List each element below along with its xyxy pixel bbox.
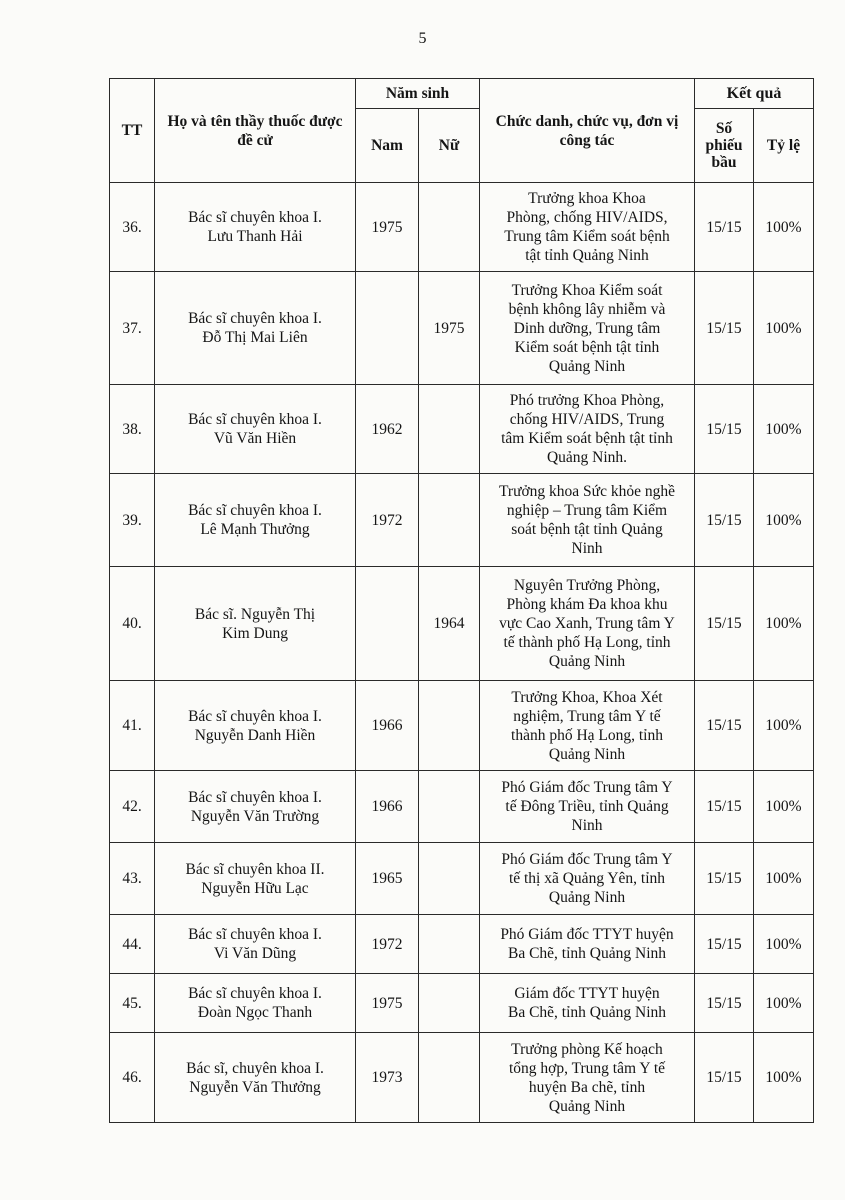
position-line: nghiệp – Trung tâm Kiểm <box>506 502 668 519</box>
vote-count: 15/15 <box>695 843 754 915</box>
nominee-name <box>155 385 356 474</box>
birth-year-female <box>419 385 480 474</box>
nominee-name <box>155 474 356 567</box>
vote-count: 15/15 <box>695 1033 754 1123</box>
position-unit <box>480 183 695 272</box>
position-line: Quảng Ninh <box>548 653 626 670</box>
position-line: Quảng Ninh. <box>546 449 628 466</box>
position-line: vực Cao Xanh, Trung tâm Y <box>499 615 675 632</box>
birth-year-female <box>419 843 480 915</box>
nominee-name <box>155 567 356 681</box>
position-line: Kiểm soát bệnh tật tỉnh <box>514 338 660 356</box>
table-row <box>110 385 814 474</box>
vote-ratio: 100% <box>754 567 814 681</box>
nominee-name <box>155 681 356 771</box>
table-row <box>110 974 814 1033</box>
vote-ratio: 100% <box>754 1033 814 1123</box>
birth-year-female <box>419 474 480 567</box>
table-row <box>110 915 814 974</box>
position-line: Phó trưởng Khoa Phòng, <box>509 392 665 409</box>
position-line: Ninh <box>571 540 603 557</box>
vote-ratio: 100% <box>754 843 814 915</box>
nominee-fullname: Nguyễn Hữu Lạc <box>201 879 309 897</box>
birth-year-female <box>419 915 480 974</box>
nominee-fullname: Đỗ Thị Mai Liên <box>202 329 308 346</box>
position-line: Ba Chẽ, tỉnh Quảng Ninh <box>508 945 666 962</box>
nominee-name <box>155 974 356 1033</box>
position-line: chống HIV/AIDS, Trung <box>509 411 665 428</box>
position-line: tật tỉnh Quảng Ninh <box>525 247 649 264</box>
vote-count: 15/15 <box>695 474 754 567</box>
vote-ratio: 100% <box>754 474 814 567</box>
position-line: Trưởng Khoa Kiểm soát <box>511 281 663 299</box>
header-birth-year: Năm sinh <box>356 79 480 109</box>
position-line: huyện Ba chẽ, tỉnh <box>528 1078 646 1096</box>
vote-ratio: 100% <box>754 385 814 474</box>
nominee-title: Bác sĩ chuyên khoa I. <box>188 707 322 725</box>
position-line: bệnh không lây nhiễm và <box>508 300 666 318</box>
table-row <box>110 567 814 681</box>
position-line: Phó Giám đốc TTYT huyện <box>500 926 674 943</box>
nominee-title: Bác sĩ chuyên khoa II. <box>185 860 325 878</box>
birth-year-male: 1975 <box>356 183 419 272</box>
table-body <box>110 183 814 1123</box>
table-row <box>110 272 814 385</box>
position-line: nghiệm, Trung tâm Y tế <box>513 707 661 725</box>
nominee-title: Bác sĩ chuyên khoa I. <box>188 411 322 428</box>
birth-year-female: 1964 <box>419 567 480 681</box>
position-unit <box>480 272 695 385</box>
table-header <box>110 79 814 183</box>
header-ratio: Tỷ lệ <box>754 109 814 183</box>
birth-year-female: 1975 <box>419 272 480 385</box>
row-number: 41. <box>110 681 155 771</box>
nominee-title: Bác sĩ chuyên khoa I. <box>188 209 322 226</box>
nominee-title: Bác sĩ chuyên khoa I. <box>188 310 322 327</box>
nominee-name <box>155 915 356 974</box>
position-line: tế thành phố Hạ Long, tỉnh <box>503 634 671 651</box>
position-line: Trưởng Khoa, Khoa Xét <box>511 688 663 706</box>
row-number: 46. <box>110 1033 155 1123</box>
nominee-fullname: Lê Mạnh Thưởng <box>200 521 310 538</box>
nominee-name <box>155 1033 356 1123</box>
birth-year-male: 1973 <box>356 1033 419 1123</box>
row-number: 44. <box>110 915 155 974</box>
position-line: tế Đông Triều, tỉnh Quảng <box>505 798 669 815</box>
position-line: Phòng, chống HIV/AIDS, <box>506 209 668 226</box>
position-line: Phó Giám đốc Trung tâm Y <box>501 779 673 796</box>
birth-year-female <box>419 771 480 843</box>
header-votes: Số phiếu bầu <box>695 109 754 183</box>
row-number: 36. <box>110 183 155 272</box>
position-unit <box>480 843 695 915</box>
position-line: Giám đốc TTYT huyện <box>514 985 660 1002</box>
birth-year-male: 1975 <box>356 974 419 1033</box>
table-row <box>110 183 814 272</box>
position-unit <box>480 1033 695 1123</box>
birth-year-male: 1962 <box>356 385 419 474</box>
row-number: 43. <box>110 843 155 915</box>
vote-count: 15/15 <box>695 567 754 681</box>
position-line: Quảng Ninh <box>548 357 626 375</box>
header-result: Kết quả <box>695 79 814 109</box>
nominee-fullname: Vũ Văn Hiền <box>213 430 297 447</box>
row-number: 39. <box>110 474 155 567</box>
nominee-title: Bác sĩ, chuyên khoa I. <box>186 1059 324 1077</box>
position-line: Phòng khám Đa khoa khu <box>506 596 668 613</box>
vote-ratio: 100% <box>754 771 814 843</box>
row-number: 37. <box>110 272 155 385</box>
birth-year-male: 1966 <box>356 681 419 771</box>
header-tt: TT <box>110 79 155 183</box>
row-number: 40. <box>110 567 155 681</box>
nominee-name <box>155 272 356 385</box>
table-row <box>110 474 814 567</box>
nominee-name <box>155 771 356 843</box>
nominee-fullname: Nguyễn Danh Hiền <box>194 726 316 744</box>
position-line: tổng hợp, Trung tâm Y tế <box>508 1059 666 1077</box>
nominee-title: Bác sĩ chuyên khoa I. <box>188 985 322 1002</box>
nominee-fullname: Lưu Thanh Hải <box>207 228 303 245</box>
nominee-title: Bác sĩ chuyên khoa I. <box>188 502 322 519</box>
header-position: Chức danh, chức vụ, đơn vị công tác <box>480 79 695 183</box>
vote-ratio: 100% <box>754 681 814 771</box>
position-line: Ninh <box>571 817 603 834</box>
vote-count: 15/15 <box>695 385 754 474</box>
position-line: tâm Kiểm soát bệnh tật tỉnh <box>501 430 673 447</box>
position-unit <box>480 974 695 1033</box>
position-line: tế thị xã Quảng Yên, tỉnh <box>508 870 666 887</box>
header-female: Nữ <box>419 109 480 183</box>
position-line: Ba Chẽ, tỉnh Quảng Ninh <box>508 1004 666 1021</box>
row-number: 38. <box>110 385 155 474</box>
row-number: 45. <box>110 974 155 1033</box>
vote-count: 15/15 <box>695 771 754 843</box>
position-unit <box>480 915 695 974</box>
nominee-title: Bác sĩ chuyên khoa I. <box>188 926 322 943</box>
vote-count: 15/15 <box>695 681 754 771</box>
header-name: Họ và tên thầy thuốc được đề cử <box>155 79 356 183</box>
page-number: 5 <box>418 30 427 47</box>
position-line: Quảng Ninh <box>548 1097 626 1115</box>
birth-year-male: 1972 <box>356 474 419 567</box>
position-line: Quảng Ninh <box>548 889 626 906</box>
table-row <box>110 843 814 915</box>
row-number: 42. <box>110 771 155 843</box>
position-unit <box>480 681 695 771</box>
birth-year-male: 1965 <box>356 843 419 915</box>
position-line: Nguyên Trưởng Phòng, <box>513 577 661 594</box>
table-row <box>110 771 814 843</box>
position-unit <box>480 385 695 474</box>
position-line: soát bệnh tật tỉnh Quảng <box>511 521 663 538</box>
vote-ratio: 100% <box>754 974 814 1033</box>
position-line: Trưởng phòng Kế hoạch <box>511 1040 663 1058</box>
nominee-fullname: Nguyễn Văn Thưởng <box>189 1078 321 1096</box>
vote-ratio: 100% <box>754 272 814 385</box>
position-line: Trưởng khoa Sức khỏe nghề <box>499 483 675 500</box>
nominee-name <box>155 183 356 272</box>
position-line: thành phố Hạ Long, tỉnh <box>511 726 663 744</box>
position-unit <box>480 567 695 681</box>
vote-count: 15/15 <box>695 915 754 974</box>
vote-ratio: 100% <box>754 915 814 974</box>
birth-year-female <box>419 183 480 272</box>
vote-ratio: 100% <box>754 183 814 272</box>
nominee-fullname: Vi Văn Dũng <box>213 945 297 962</box>
position-unit <box>480 771 695 843</box>
nominee-fullname: Nguyễn Văn Trường <box>190 807 320 825</box>
position-unit <box>480 474 695 567</box>
birth-year-male <box>356 567 419 681</box>
position-line: Phó Giám đốc Trung tâm Y <box>501 851 673 868</box>
vote-count: 15/15 <box>695 272 754 385</box>
position-line: Dinh dưỡng, Trung tâm <box>513 319 661 337</box>
birth-year-female <box>419 974 480 1033</box>
nominee-title: Bác sĩ. Nguyễn Thị <box>194 605 316 623</box>
nominee-fullname: Đoàn Ngọc Thanh <box>197 1004 313 1021</box>
header-male: Nam <box>356 109 419 183</box>
nominee-table <box>109 78 814 1123</box>
vote-count: 15/15 <box>695 183 754 272</box>
birth-year-female <box>419 681 480 771</box>
nominee-title: Bác sĩ chuyên khoa I. <box>188 788 322 806</box>
position-line: Trưởng khoa Khoa <box>528 190 646 207</box>
birth-year-female <box>419 1033 480 1123</box>
vote-count: 15/15 <box>695 974 754 1033</box>
position-line: Trung tâm Kiểm soát bệnh <box>504 228 670 245</box>
table-row <box>110 1033 814 1123</box>
table-row <box>110 681 814 771</box>
nominee-name <box>155 843 356 915</box>
position-line: Quảng Ninh <box>548 745 626 763</box>
nominee-fullname: Kim Dung <box>222 624 288 642</box>
birth-year-male: 1972 <box>356 915 419 974</box>
birth-year-male <box>356 272 419 385</box>
birth-year-male: 1966 <box>356 771 419 843</box>
